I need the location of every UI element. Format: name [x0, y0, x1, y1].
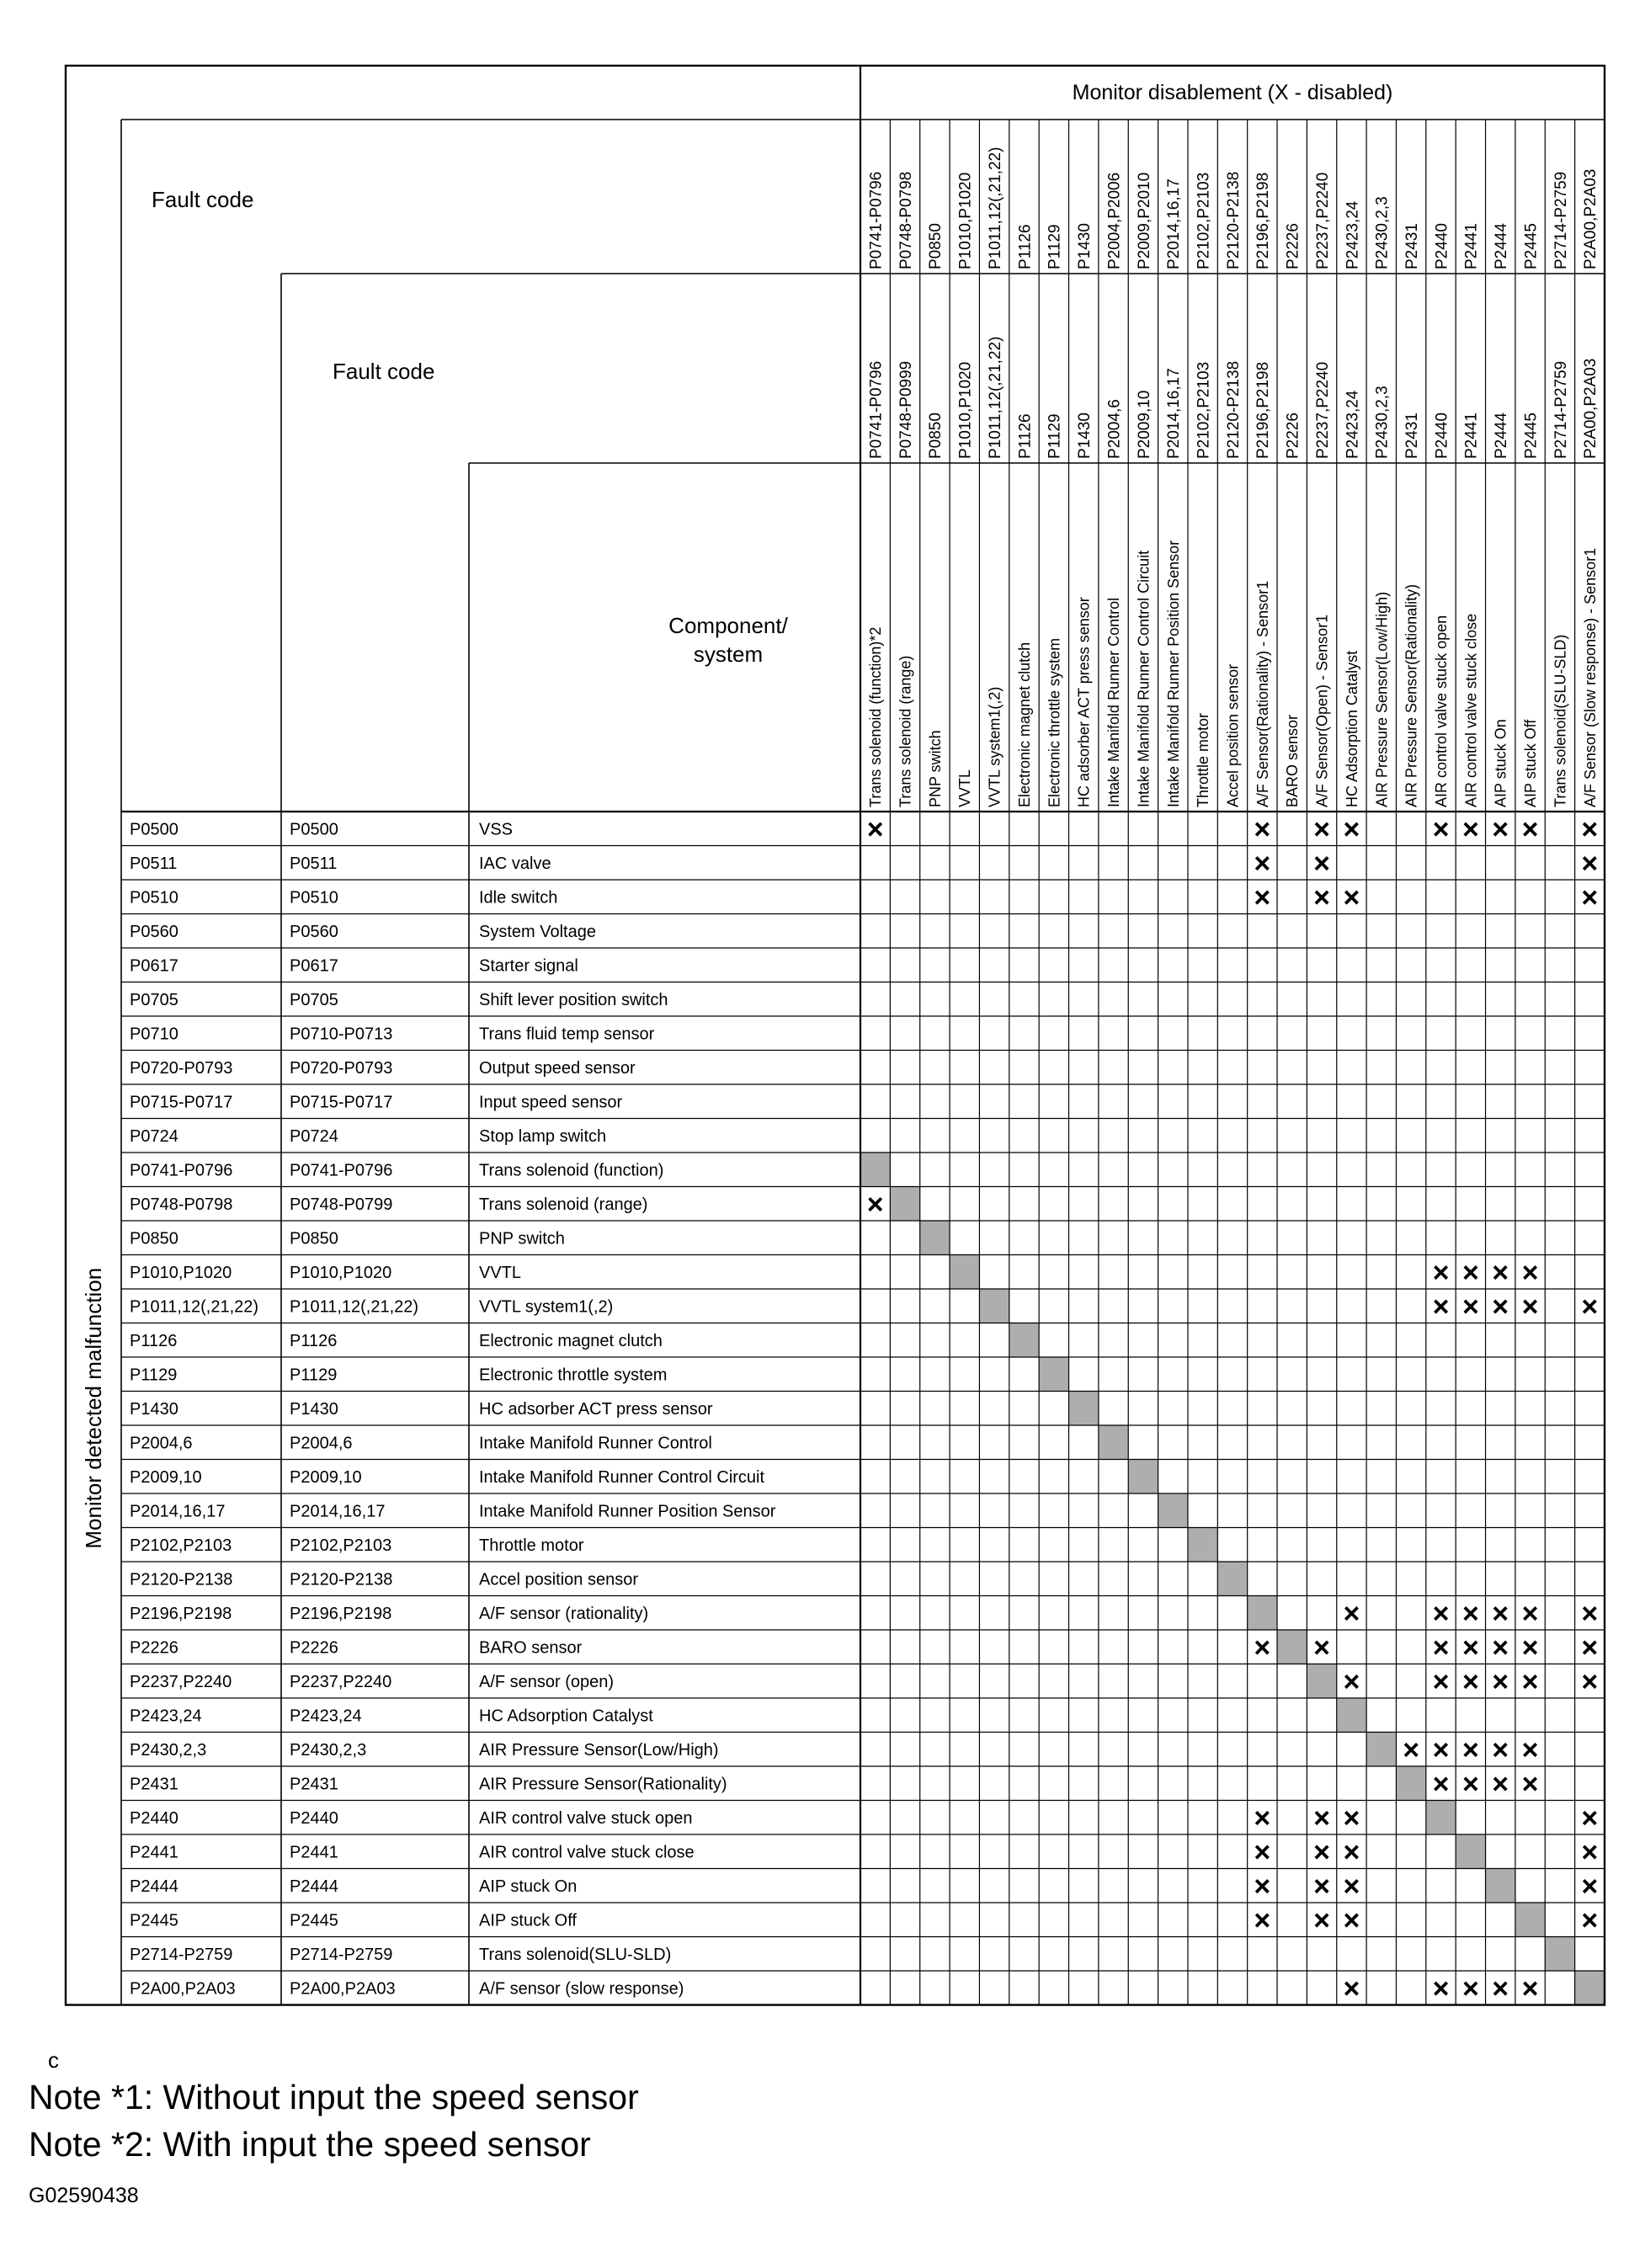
monitor-code-top: P2009,P2010 — [1135, 172, 1153, 269]
disabled-x-mark: × — [1521, 1291, 1539, 1323]
row-component: Intake Manifold Runner Position Sensor — [479, 1502, 776, 1521]
monitor-code-top: P2430,2,3 — [1373, 196, 1392, 269]
row-fault-code-detail: P2196,P2198 — [290, 1604, 392, 1623]
row-component: HC Adsorption Catalyst — [479, 1706, 653, 1726]
diagonal-shaded-cell — [1515, 1903, 1545, 1937]
row-fault-code: P0560 — [130, 922, 178, 941]
row-fault-code-detail: P2714-P2759 — [290, 1945, 393, 1964]
diagonal-shaded-cell — [890, 1187, 919, 1222]
diagonal-shaded-cell — [979, 1289, 1009, 1323]
row-fault-code: P1126 — [130, 1331, 178, 1350]
row-component: PNP switch — [479, 1229, 565, 1248]
row-fault-code: P0720-P0793 — [130, 1058, 233, 1078]
row-fault-code-detail: P0710-P0713 — [290, 1025, 393, 1044]
disabled-x-mark: × — [1343, 1597, 1360, 1630]
monitor-code-top: P2431 — [1403, 223, 1421, 269]
row-fault-code: P0500 — [130, 820, 178, 839]
monitor-code-top: P0748-P0798 — [897, 171, 915, 269]
row-fault-code: P2226 — [130, 1638, 178, 1658]
disabled-x-mark: × — [866, 1188, 884, 1221]
row-component: Accel position sensor — [479, 1570, 638, 1589]
disabled-x-mark: × — [1521, 1768, 1539, 1801]
monitor-code-top: P0850 — [927, 223, 945, 269]
diagonal-shaded-cell — [950, 1255, 979, 1290]
row-fault-code-detail: P0617 — [290, 956, 338, 976]
monitor-code-top: P2445 — [1522, 223, 1541, 269]
diagonal-shaded-cell — [1217, 1562, 1247, 1596]
row-component: HC adsorber ACT press sensor — [479, 1399, 713, 1419]
disabled-x-mark: × — [1581, 1836, 1599, 1869]
monitor-code-top: P2444 — [1493, 223, 1511, 269]
monitor-code-mid: P2444 — [1493, 413, 1511, 459]
monitor-code-top: P2423,24 — [1344, 200, 1362, 269]
monitor-code-top: P2014,16,17 — [1165, 178, 1184, 269]
disabled-x-mark: × — [1432, 1768, 1450, 1801]
disabled-x-mark: × — [1313, 881, 1331, 914]
monitor-code-mid: P1430 — [1076, 413, 1094, 459]
monitor-code-mid: P1010,P1020 — [956, 361, 975, 459]
monitor-code-top: P2226 — [1284, 223, 1302, 269]
monitor-code-mid: P0748-P0999 — [897, 360, 915, 459]
row-fault-code: P0705 — [130, 990, 178, 1009]
disabled-x-mark: × — [1492, 1632, 1509, 1664]
disabled-x-mark: × — [1432, 1256, 1450, 1289]
disabled-x-mark: × — [1432, 1291, 1450, 1323]
diagonal-shaded-cell — [1248, 1596, 1277, 1631]
row-fault-code-detail: P1129 — [290, 1366, 338, 1385]
disabled-x-mark: × — [1581, 881, 1599, 914]
disabled-x-mark: × — [1313, 1836, 1331, 1869]
monitor-component-name: A/F Sensor(Open) - Sensor1 — [1313, 614, 1331, 807]
monitor-code-mid: P2102,P2103 — [1195, 361, 1213, 459]
monitor-code-mid: P1011,12(,21,22) — [986, 336, 1004, 459]
monitor-code-top: P1129 — [1046, 224, 1064, 269]
monitor-code-mid: P2445 — [1522, 413, 1541, 459]
monitor-component-name: AIP stuck Off — [1522, 719, 1540, 807]
row-fault-code: P2430,2,3 — [130, 1740, 207, 1760]
row-fault-code: P2196,P2198 — [130, 1604, 232, 1623]
row-component: A/F sensor (rationality) — [479, 1604, 649, 1623]
monitor-component-name: Intake Manifold Runner Control Circuit — [1135, 550, 1153, 807]
row-fault-code-detail: P0500 — [290, 820, 338, 839]
disabled-x-mark: × — [1581, 1597, 1599, 1630]
disabled-x-mark: × — [1432, 1632, 1450, 1664]
row-fault-code-detail: P1011,12(,21,22) — [290, 1297, 419, 1317]
disabled-x-mark: × — [1313, 1632, 1331, 1664]
monitor-component-name: A/F Sensor(Rationality) - Sensor1 — [1254, 580, 1271, 807]
row-component: Trans solenoid (function) — [479, 1161, 664, 1180]
monitor-code-top: P1010,P1020 — [956, 172, 975, 269]
row-component: Electronic throttle system — [479, 1366, 668, 1385]
monitor-component-name: Electronic magnet clutch — [1015, 642, 1033, 807]
disabled-x-mark: × — [1581, 1904, 1599, 1937]
disabled-x-mark: × — [1313, 813, 1331, 846]
monitor-code-top: P0741-P0796 — [867, 171, 886, 269]
disabled-x-mark: × — [1492, 813, 1509, 846]
monitor-code-top: P1011,12(,21,22) — [986, 146, 1004, 269]
row-fault-code: P2445 — [130, 1911, 178, 1930]
row-fault-code-detail: P2A00,P2A03 — [290, 1979, 396, 1999]
row-fault-code-detail: P2440 — [290, 1808, 338, 1828]
row-fault-code-detail: P2009,10 — [290, 1467, 362, 1487]
monitor-code-mid: P0850 — [927, 413, 945, 459]
diagonal-shaded-cell — [1426, 1801, 1456, 1835]
row-fault-code: P0510 — [130, 888, 178, 908]
disabled-x-mark: × — [1254, 881, 1271, 914]
disabled-x-mark: × — [1343, 813, 1360, 846]
row-component: Intake Manifold Runner Control Circuit — [479, 1467, 765, 1487]
row-component: AIR Pressure Sensor(Low/High) — [479, 1740, 719, 1760]
monitor-code-top: P2196,P2198 — [1254, 172, 1273, 269]
monitor-component-name: Trans solenoid (function)*2 — [867, 626, 885, 807]
monitor-component-name: HC Adsorption Catalyst — [1343, 650, 1360, 807]
disabled-x-mark: × — [1521, 1597, 1539, 1630]
disabled-x-mark: × — [1432, 1597, 1450, 1630]
disabled-x-mark: × — [1254, 1870, 1271, 1903]
disabled-x-mark: × — [1461, 1768, 1479, 1801]
diagonal-shaded-cell — [1366, 1733, 1396, 1767]
row-fault-code-detail: P0741-P0796 — [290, 1161, 393, 1180]
component-system-header: system — [693, 642, 764, 667]
disabled-x-mark: × — [866, 813, 884, 846]
monitor-component-name: Intake Manifold Runner Position Sensor — [1164, 540, 1182, 807]
diagonal-shaded-cell — [1277, 1630, 1307, 1664]
row-component: System Voltage — [479, 922, 596, 941]
row-component: Shift lever position switch — [479, 990, 668, 1009]
row-fault-code-detail: P2014,16,17 — [290, 1502, 386, 1521]
row-fault-code-detail: P2441 — [290, 1843, 338, 1862]
monitor-component-name: AIR Pressure Sensor(Rationality) — [1403, 583, 1420, 807]
monitor-component-name: AIR Pressure Sensor(Low/High) — [1373, 591, 1391, 807]
row-fault-code: P0715-P0717 — [130, 1093, 233, 1112]
monitor-code-mid: P2009,10 — [1135, 390, 1153, 459]
monitor-component-name: PNP switch — [926, 730, 944, 807]
monitor-component-name: AIR control valve stuck close — [1462, 613, 1480, 807]
monitor-code-top: P1430 — [1076, 223, 1094, 269]
disabled-x-mark: × — [1581, 1291, 1599, 1323]
row-fault-code-detail: P2237,P2240 — [290, 1672, 392, 1691]
row-component: BARO sensor — [479, 1638, 583, 1658]
row-component: VSS — [479, 820, 514, 839]
row-fault-code: P2714-P2759 — [130, 1945, 233, 1964]
row-fault-code: P0710 — [130, 1025, 178, 1044]
disabled-x-mark: × — [1461, 1256, 1479, 1289]
row-fault-code: P0617 — [130, 956, 178, 976]
row-fault-code-detail: P2004,6 — [290, 1434, 353, 1453]
note-2: Note *2: With input the speed sensor — [29, 2125, 591, 2164]
row-fault-code-detail: P2431 — [290, 1775, 338, 1794]
disabled-x-mark: × — [1461, 1291, 1479, 1323]
monitor-code-mid: P2237,P2240 — [1313, 361, 1332, 459]
figure-label-c: c — [48, 2047, 59, 2073]
disabled-x-mark: × — [1461, 1632, 1479, 1664]
diagonal-shaded-cell — [1069, 1392, 1099, 1426]
disabled-x-mark: × — [1313, 1802, 1331, 1834]
monitor-code-mid: P2120-P2138 — [1224, 360, 1243, 459]
diagonal-shaded-cell — [1158, 1493, 1188, 1528]
disabled-x-mark: × — [1343, 1973, 1360, 2005]
row-fault-code: P1011,12(,21,22) — [130, 1297, 259, 1317]
row-fault-code-detail: P0850 — [290, 1229, 338, 1248]
monitor-code-mid: P2226 — [1284, 413, 1302, 459]
disabled-x-mark: × — [1581, 847, 1599, 880]
disabled-x-mark: × — [1492, 1768, 1509, 1801]
row-fault-code: P2423,24 — [130, 1706, 202, 1726]
diagonal-shaded-cell — [860, 1153, 890, 1187]
row-component: Idle switch — [479, 888, 558, 908]
row-fault-code-detail: P1010,P1020 — [290, 1263, 392, 1282]
fault-code-inner-header: Fault code — [333, 359, 435, 384]
disabled-x-mark: × — [1343, 1870, 1360, 1903]
monitor-code-top: P2441 — [1462, 223, 1481, 269]
row-fault-code-detail: P2444 — [290, 1877, 338, 1896]
row-fault-code: P2004,6 — [130, 1434, 193, 1453]
monitor-component-name: BARO sensor — [1284, 714, 1302, 807]
disabled-x-mark: × — [1492, 1665, 1509, 1698]
monitor-code-mid: P2430,2,3 — [1373, 386, 1392, 459]
monitor-disablement-title: Monitor disablement (X - disabled) — [1072, 81, 1393, 104]
disabled-x-mark: × — [1521, 1665, 1539, 1698]
row-component: AIP stuck On — [479, 1877, 578, 1896]
row-fault-code: P1430 — [130, 1399, 178, 1419]
disabled-x-mark: × — [1492, 1256, 1509, 1289]
diagonal-shaded-cell — [1575, 1971, 1605, 2005]
monitor-code-mid: P2423,24 — [1344, 390, 1362, 459]
row-component: Output speed sensor — [479, 1058, 636, 1078]
row-fault-code: P2009,10 — [130, 1467, 202, 1487]
monitor-component-name: AIR control valve stuck open — [1433, 615, 1450, 807]
disabled-x-mark: × — [1581, 1632, 1599, 1664]
monitor-code-top: P1126 — [1016, 224, 1035, 269]
diagonal-shaded-cell — [1337, 1698, 1366, 1733]
monitor-component-name: AIP stuck On — [1492, 719, 1509, 807]
monitor-component-name: Trans solenoid(SLU-SLD) — [1552, 634, 1569, 807]
disabled-x-mark: × — [1343, 1802, 1360, 1834]
row-fault-code-detail: P0705 — [290, 990, 338, 1009]
row-component: Electronic magnet clutch — [479, 1331, 663, 1350]
diagonal-shaded-cell — [1039, 1357, 1068, 1392]
monitor-component-name: Throttle motor — [1195, 712, 1212, 807]
monitor-code-mid: P2004,6 — [1105, 399, 1124, 459]
monitor-code-mid: P2441 — [1462, 413, 1481, 459]
disabled-x-mark: × — [1461, 1597, 1479, 1630]
row-component: AIR control valve stuck close — [479, 1843, 695, 1862]
row-fault-code-detail: P0715-P0717 — [290, 1093, 393, 1112]
disabled-x-mark: × — [1521, 1733, 1539, 1766]
disabled-x-mark: × — [1432, 1973, 1450, 2005]
disabled-x-mark: × — [1254, 1632, 1271, 1664]
row-component: VVTL — [479, 1263, 522, 1282]
row-fault-code-detail: P0510 — [290, 888, 338, 908]
row-component: Input speed sensor — [479, 1093, 623, 1112]
diagonal-shaded-cell — [1099, 1425, 1128, 1460]
row-fault-code-detail: P0720-P0793 — [290, 1058, 393, 1078]
disabled-x-mark: × — [1581, 1802, 1599, 1834]
row-component: AIR control valve stuck open — [479, 1808, 693, 1828]
row-fault-code-detail: P2226 — [290, 1638, 338, 1658]
disabled-x-mark: × — [1343, 881, 1360, 914]
disabled-x-mark: × — [1461, 813, 1479, 846]
disabled-x-mark: × — [1461, 1665, 1479, 1698]
disabled-x-mark: × — [1492, 1597, 1509, 1630]
monitor-component-name: Accel position sensor — [1224, 663, 1242, 807]
disabled-x-mark: × — [1254, 1836, 1271, 1869]
disabled-x-mark: × — [1492, 1291, 1509, 1323]
diagonal-shaded-cell — [920, 1221, 950, 1255]
row-component: A/F sensor (open) — [479, 1672, 615, 1691]
monitor-code-mid: P1126 — [1016, 413, 1035, 459]
row-fault-code-detail: P2445 — [290, 1911, 338, 1930]
row-component: Starter signal — [479, 956, 578, 976]
disabled-x-mark: × — [1432, 813, 1450, 846]
monitor-code-mid: P2A00,P2A03 — [1582, 358, 1600, 459]
monitor-code-mid: P2014,16,17 — [1165, 368, 1184, 459]
row-fault-code: P0748-P0798 — [130, 1195, 233, 1214]
monitor-code-top: P2120-P2138 — [1224, 171, 1243, 269]
disabled-x-mark: × — [1581, 1665, 1599, 1698]
row-component: AIR Pressure Sensor(Rationality) — [479, 1775, 727, 1794]
row-fault-code-detail: P0560 — [290, 922, 338, 941]
diagonal-shaded-cell — [1009, 1323, 1039, 1358]
row-fault-code-detail: P2120-P2138 — [290, 1570, 393, 1589]
disabled-x-mark: × — [1521, 1256, 1539, 1289]
fault-code-header: Fault code — [152, 187, 254, 212]
row-fault-code-detail: P2430,2,3 — [290, 1740, 367, 1760]
row-fault-code: P2237,P2240 — [130, 1672, 232, 1691]
row-fault-code: P0741-P0796 — [130, 1161, 233, 1180]
row-fault-code: P2444 — [130, 1877, 178, 1896]
row-fault-code-detail: P1126 — [290, 1331, 338, 1350]
monitor-component-name: Trans solenoid (range) — [897, 655, 914, 807]
row-fault-code: P2102,P2103 — [130, 1536, 232, 1555]
row-fault-code-detail: P0748-P0799 — [290, 1195, 393, 1214]
monitor-component-name: VVTL system1(,2) — [986, 686, 1004, 807]
monitor-code-top: P2A00,P2A03 — [1582, 168, 1600, 269]
row-fault-code: P2431 — [130, 1775, 178, 1794]
disabled-x-mark: × — [1254, 813, 1271, 846]
disabled-x-mark: × — [1254, 1904, 1271, 1937]
disabled-x-mark: × — [1521, 1632, 1539, 1664]
monitor-code-top: P2714-P2759 — [1552, 171, 1570, 269]
disabled-x-mark: × — [1581, 813, 1599, 846]
disabled-x-mark: × — [1313, 1870, 1331, 1903]
row-fault-code: P2440 — [130, 1808, 178, 1828]
diagonal-shaded-cell — [1545, 1937, 1574, 1972]
disabled-x-mark: × — [1492, 1973, 1509, 2005]
row-fault-code: P1010,P1020 — [130, 1263, 232, 1282]
row-component: Intake Manifold Runner Control — [479, 1434, 712, 1453]
row-fault-code: P2120-P2138 — [130, 1570, 233, 1589]
row-component: Trans solenoid(SLU-SLD) — [479, 1945, 672, 1964]
monitor-component-name: Intake Manifold Runner Control — [1105, 597, 1123, 807]
row-component: A/F sensor (slow response) — [479, 1979, 684, 1999]
monitor-code-mid: P1129 — [1046, 413, 1064, 459]
row-fault-code: P0724 — [130, 1126, 178, 1146]
row-fault-code: P2441 — [130, 1843, 178, 1862]
disabled-x-mark: × — [1254, 847, 1271, 880]
disabled-x-mark: × — [1432, 1733, 1450, 1766]
row-fault-code: P2014,16,17 — [130, 1502, 226, 1521]
disabled-x-mark: × — [1432, 1665, 1450, 1698]
disabled-x-mark: × — [1461, 1973, 1479, 2005]
row-component: Throttle motor — [479, 1536, 584, 1555]
row-fault-code: P2A00,P2A03 — [130, 1979, 236, 1999]
note-1: Note *1: Without input the speed sensor — [29, 2078, 639, 2116]
monitor-code-top: P2237,P2240 — [1313, 172, 1332, 269]
monitor-component-name: A/F Sensor (Slow response) - Sensor1 — [1581, 547, 1599, 807]
row-fault-code: P0850 — [130, 1229, 178, 1248]
side-label-monitor-detected: Monitor detected malfunction — [81, 1267, 106, 1549]
diagonal-shaded-cell — [1486, 1869, 1515, 1903]
monitor-component-name: HC adsorber ACT press sensor — [1075, 597, 1093, 807]
monitor-code-mid: P2431 — [1403, 413, 1421, 459]
disabled-x-mark: × — [1254, 1802, 1271, 1834]
row-component: Trans fluid temp sensor — [479, 1025, 655, 1044]
diagonal-shaded-cell — [1128, 1460, 1158, 1494]
disabled-x-mark: × — [1313, 847, 1331, 880]
row-fault-code-detail: P0511 — [290, 854, 338, 873]
disabled-x-mark: × — [1492, 1733, 1509, 1766]
row-fault-code-detail: P0724 — [290, 1126, 338, 1146]
monitor-component-name: VVTL — [956, 769, 974, 807]
disabled-x-mark: × — [1521, 813, 1539, 846]
disabled-x-mark: × — [1343, 1904, 1360, 1937]
row-component: Trans solenoid (range) — [479, 1195, 648, 1214]
row-fault-code: P1129 — [130, 1366, 178, 1385]
diagonal-shaded-cell — [1307, 1664, 1336, 1699]
diagonal-shaded-cell — [1456, 1834, 1485, 1869]
monitor-code-top: P2440 — [1433, 223, 1451, 269]
monitor-code-top: P2004,P2006 — [1105, 172, 1124, 269]
monitor-code-mid: P2196,P2198 — [1254, 361, 1273, 459]
disabled-x-mark: × — [1343, 1836, 1360, 1869]
disabled-x-mark: × — [1581, 1870, 1599, 1903]
disabled-x-mark: × — [1521, 1973, 1539, 2005]
monitor-code-mid: P2714-P2759 — [1552, 360, 1570, 459]
row-fault-code-detail: P1430 — [290, 1399, 338, 1419]
row-component: IAC valve — [479, 854, 551, 873]
row-fault-code: P0511 — [130, 854, 178, 873]
disabled-x-mark: × — [1403, 1733, 1420, 1766]
row-fault-code-detail: P2423,24 — [290, 1706, 362, 1726]
disabled-x-mark: × — [1343, 1665, 1360, 1698]
diagonal-shaded-cell — [1188, 1528, 1217, 1563]
component-system-header: Component/ — [668, 613, 788, 638]
disabled-x-mark: × — [1461, 1733, 1479, 1766]
figure-id: G02590438 — [29, 2184, 139, 2207]
monitor-code-mid: P0741-P0796 — [867, 360, 886, 459]
monitor-component-name: Electronic throttle system — [1046, 637, 1063, 807]
row-component: Stop lamp switch — [479, 1126, 607, 1146]
row-component: VVTL system1(,2) — [479, 1297, 614, 1317]
row-fault-code-detail: P2102,P2103 — [290, 1536, 392, 1555]
monitor-code-mid: P2440 — [1433, 413, 1451, 459]
monitor-code-top: P2102,P2103 — [1195, 172, 1213, 269]
row-component: AIP stuck Off — [479, 1911, 577, 1930]
disabled-x-mark: × — [1313, 1904, 1331, 1937]
diagonal-shaded-cell — [1396, 1766, 1425, 1801]
